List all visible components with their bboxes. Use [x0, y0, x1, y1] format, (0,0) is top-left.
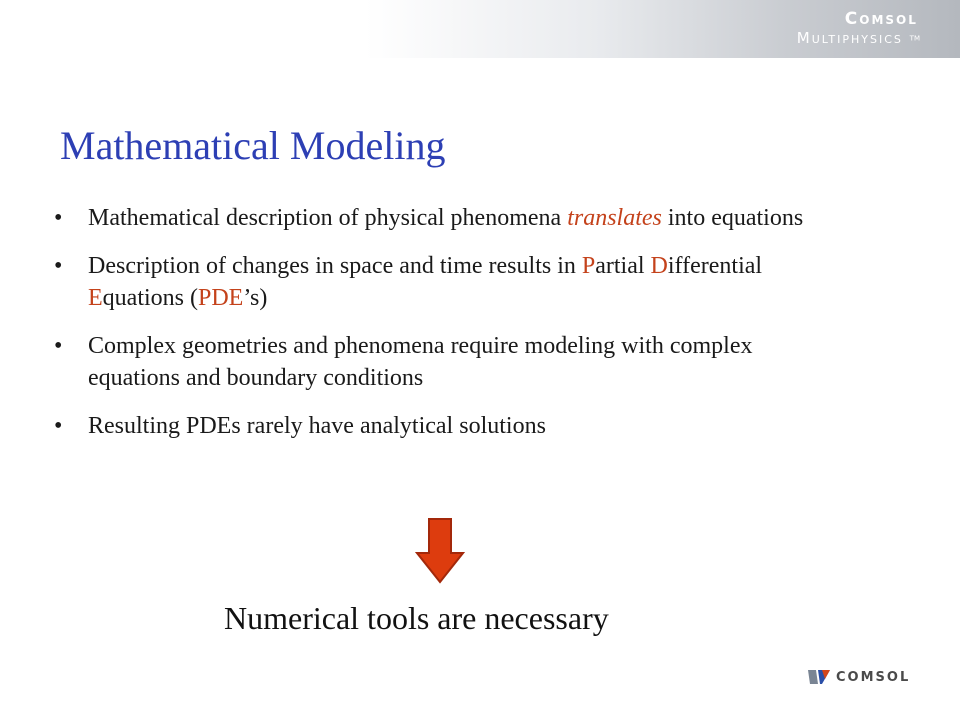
header-logo-line2: Multiphysics: [796, 29, 903, 47]
footer-logo-text: COMSOL: [836, 669, 911, 685]
bullet-text: Description of changes in space and time results in: [88, 253, 582, 279]
comsol-footer-logo: [808, 667, 910, 687]
highlight-d: D: [650, 253, 668, 279]
comsol-multiphysics-logo: [797, 10, 920, 48]
bullet-dot: •: [54, 205, 63, 231]
bullet-text: Resulting PDEs rarely have analytical solutions: [88, 413, 546, 439]
bullet-text-end: ’s): [243, 285, 268, 311]
highlight-translates: translates: [567, 205, 662, 231]
bullet-list: [48, 202, 848, 458]
bullet-dot: •: [54, 253, 63, 279]
bullet-item: [48, 202, 848, 234]
bullet-text-equations: quations (: [102, 285, 198, 311]
comsol-mark-icon: [808, 670, 830, 684]
highlight-pde: PDE: [198, 285, 244, 311]
bullet-text-end: into equations: [661, 205, 804, 231]
header-logo-line1: Comsol: [844, 9, 918, 29]
header-logo-tm: TM: [909, 34, 920, 43]
bullet-dot: •: [54, 333, 63, 359]
bullet-item: [48, 330, 848, 394]
highlight-p: P: [581, 253, 596, 279]
slide-title: Mathematical Modeling: [60, 123, 446, 168]
highlight-e: E: [88, 285, 103, 311]
bullet-text-partial: artial: [595, 253, 651, 279]
bullet-text: Mathematical description of physical phenomena: [88, 205, 568, 231]
bullet-dot: •: [54, 413, 63, 439]
down-arrow-icon: [415, 518, 465, 584]
conclusion-text: Numerical tools are necessary: [224, 600, 609, 636]
header-band: [0, 0, 960, 58]
bullet-text-differential: ifferential: [667, 253, 763, 279]
bullet-item: [48, 410, 848, 442]
bullet-text: Complex geometries and phenomena require modeling with complex equations and boundary conditions: [88, 333, 753, 391]
bullet-item: [48, 250, 848, 314]
